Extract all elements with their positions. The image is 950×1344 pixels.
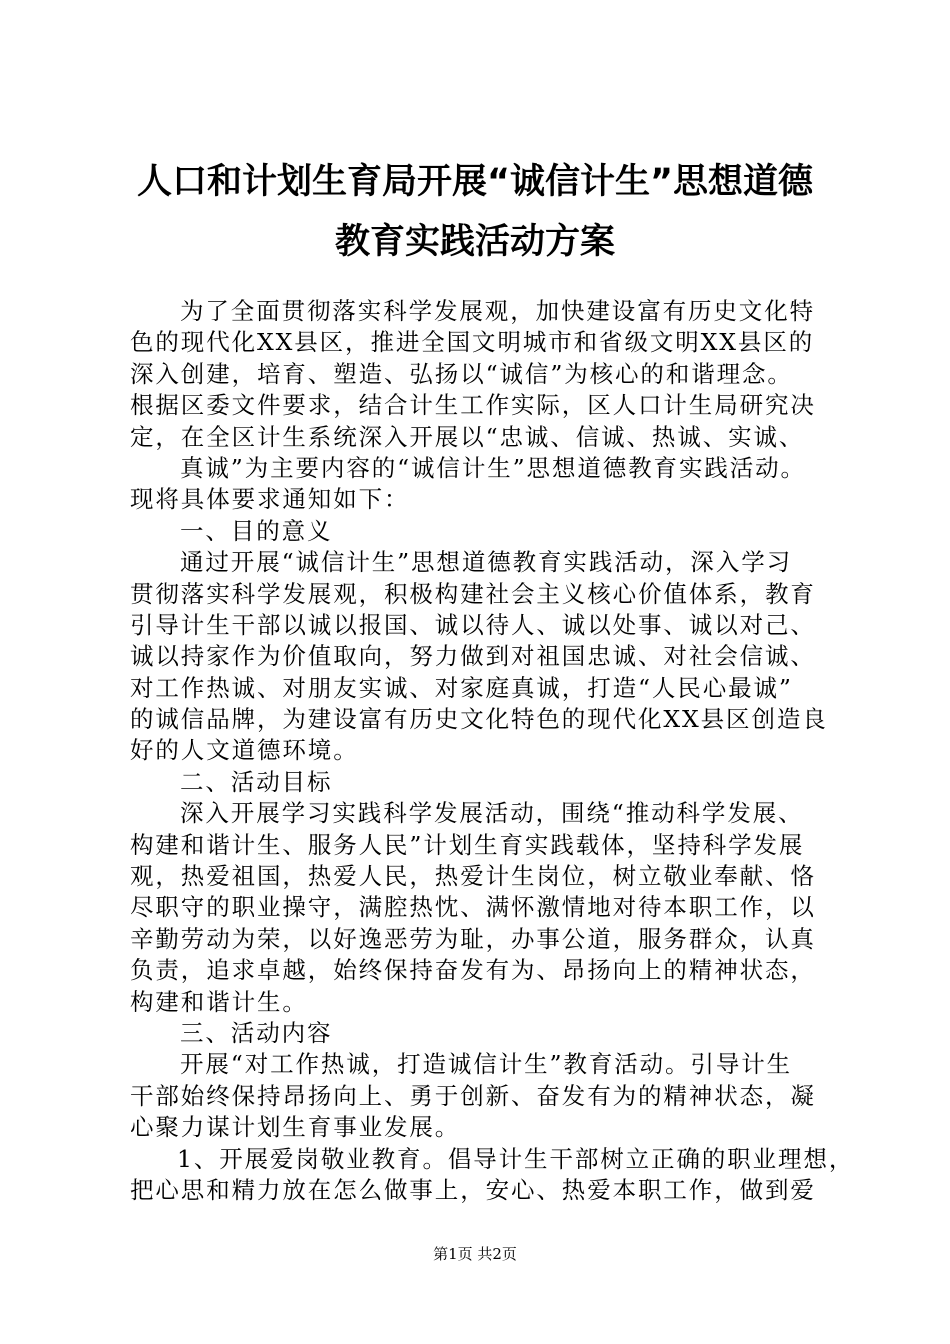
paragraph-line: 辛勤劳动为荣，以好逸恶劳为耻，办事公道，服务群众，认真 xyxy=(130,924,816,953)
paragraph-line: 贯彻落实科学发展观，积极构建社会主义核心价值体系，教育 xyxy=(130,579,816,608)
paragraph-line: 的诚信品牌，为建设富有历史文化特色的现代化XX县区创造良 xyxy=(130,705,828,734)
paragraph-line: 心聚力谋计划生育事业发展。 xyxy=(130,1113,461,1142)
section-heading: 三、活动内容 xyxy=(180,1018,333,1047)
section-heading: 一、目的意义 xyxy=(180,516,333,545)
paragraph-line: 好的人文道德环境。 xyxy=(130,736,359,765)
paragraph-line: 1、开展爱岗敬业教育。倡导计生干部树立正确的职业理想， xyxy=(177,1144,855,1173)
paragraph-line: 观，热爱祖国，热爱人民，热爱计生岗位，树立敬业奉献、恪 xyxy=(130,862,816,891)
paragraph-line: 为了全面贯彻落实科学发展观，加快建设富有历史文化特 xyxy=(180,297,815,325)
section-heading: 二、活动目标 xyxy=(180,767,333,796)
paragraph-line: 现将具体要求通知如下： xyxy=(130,485,410,514)
paragraph-line: 色的现代化XX县区，推进全国文明城市和省级文明XX县区的 xyxy=(130,328,815,357)
paragraph-line: 根据区委文件要求，结合计生工作实际，区人口计生局研究决 xyxy=(130,391,816,420)
paragraph-line: 引导计生干部以诚以报国、诚以待人、诚以处事、诚以对己、 xyxy=(130,610,816,639)
document-body xyxy=(130,296,855,1206)
paragraph-line: 开展“对工作热诚，打造诚信计生”教育活动。引导计生 xyxy=(180,1050,793,1079)
paragraph-line: 构建和谐计生。 xyxy=(130,987,308,1016)
paragraph-line: 深入开展学习实践科学发展活动，围绕“推动科学发展、 xyxy=(180,799,804,828)
paragraph-line: 定，在全区计生系统深入开展以“忠诚、信诚、热诚、实诚、 xyxy=(130,422,805,451)
paragraph-line: 真诚”为主要内容的“诚信计生”思想道德教育实践活动。 xyxy=(180,453,806,482)
paragraph-line: 负责，追求卓越，始终保持奋发有为、昂扬向上的精神状态， xyxy=(130,956,816,985)
document-title-line-2: 教育实践活动方案 xyxy=(334,222,615,262)
paragraph-line: 通过开展“诚信计生”思想道德教育实践活动，深入学习 xyxy=(180,548,793,577)
document-title-line-1: 人口和计划生育局开展“诚信计生”思想道德 xyxy=(136,162,813,202)
paragraph-line: 尽职守的职业操守，满腔热忱、满怀激情地对待本职工作，以 xyxy=(130,893,816,922)
paragraph-line: 干部始终保持昂扬向上、勇于创新、奋发有为的精神状态，凝 xyxy=(130,1081,816,1110)
page-number-footer: 第1页 共2页 xyxy=(433,1245,517,1263)
paragraph-line: 对工作热诚、对朋友实诚、对家庭真诚，打造“人民心最诚” xyxy=(130,673,793,702)
paragraph-line: 把心思和精力放在怎么做事上，安心、热爱本职工作，做到爱 xyxy=(130,1175,816,1204)
paragraph-line: 构建和谐计生、服务人民”计划生育实践载体，坚持科学发展 xyxy=(130,830,805,859)
paragraph-line: 诚以持家作为价值取向，努力做到对祖国忠诚、对社会信诚、 xyxy=(130,642,816,671)
paragraph-line: 深入创建，培育、塑造、弘扬以“诚信”为核心的和谐理念。 xyxy=(130,359,793,388)
